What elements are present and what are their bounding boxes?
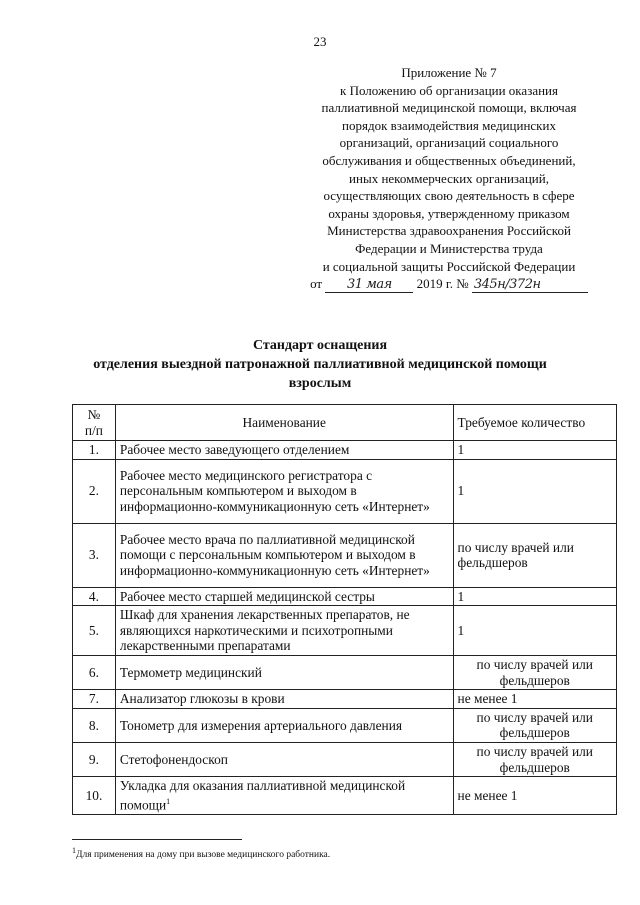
row-qty: по числу врачей или фельдшеров (453, 523, 616, 587)
appendix-line: Федерации и Министерства труда (355, 240, 543, 256)
handwritten-order-number: 345н/372н (472, 278, 588, 293)
appendix-line: организаций, организаций социального (339, 135, 559, 151)
table-row (73, 606, 617, 656)
table-row (73, 523, 617, 587)
appendix-line: Приложение № 7 (401, 65, 497, 80)
appendix-line: порядок взаимодействия медицинских (342, 117, 556, 133)
table-row (73, 742, 617, 776)
table-row (73, 655, 617, 689)
row-name: Рабочее место старшей медицинской сестры (115, 587, 453, 606)
row-number: 10. (73, 777, 116, 815)
row-name: Рабочее место медицинского регистратора с персональным компьютером и выходом в информационно-коммуникационную сеть «Интернет» (115, 459, 453, 523)
row-qty: не менее 1 (453, 777, 616, 815)
row-number: 3. (73, 523, 116, 587)
appendix-line: иных некоммерческих организаций, (349, 170, 549, 186)
row-number: 2. (73, 459, 116, 523)
table-row (73, 587, 617, 606)
row-number: 8. (73, 708, 116, 742)
header-num-abbr: п/п (84, 422, 103, 438)
table-row (73, 777, 617, 815)
title-line: взрослым (288, 376, 352, 391)
row-name: Стетофонендоскоп (115, 742, 453, 776)
handwritten-date: 31 мая (325, 278, 413, 293)
footnote-text: Для применения на дому при вызове медицинского работника. (76, 850, 331, 861)
row-qty: по числу врачей или фельдшеров (453, 708, 616, 742)
header-num-symbol: № (87, 406, 101, 422)
row-qty: 1 (453, 459, 616, 523)
appendix-line: охраны здоровья, утвержденному приказом (328, 205, 570, 221)
equipment-table (72, 404, 617, 815)
row-name: Рабочее место врача по паллиативной медицинской помощи с персональным компьютером и выходом в информационно-коммуникационную сеть «Интернет» (115, 523, 453, 587)
appendix-line: осуществляющих свою деятельность в сфере (323, 188, 575, 204)
row-name-text: Укладка для оказания паллиативной медицинской помощи (119, 778, 406, 813)
footnote-divider (72, 839, 242, 840)
header-qty: Требуемое количество (453, 405, 616, 441)
table-row (73, 441, 617, 460)
row-name: Шкаф для хранения лекарственных препаратов, не являющихся наркотическими и психотропными лекарственными препаратами (115, 606, 453, 656)
table-row (73, 459, 617, 523)
table-header-row (73, 405, 617, 441)
row-number: 1. (73, 441, 116, 460)
row-name: Рабочее место заведующего отделением (115, 441, 453, 460)
row-name: Термометр медицинский (115, 655, 453, 689)
appendix-line: Министерства здравоохранения Российской (327, 223, 571, 239)
year-number-label: 2019 г. № (416, 276, 469, 292)
header-name: Наименование (115, 405, 453, 441)
title-line: отделения выездной патронажной паллиативной медицинской помощи (93, 357, 547, 372)
appendix-line: паллиативной медицинской помощи, включая (321, 100, 577, 116)
row-number: 7. (73, 690, 116, 709)
row-qty: не менее 1 (453, 690, 616, 709)
appendix-line: к Положению об организации оказания (340, 82, 558, 98)
appendix-header (290, 64, 608, 293)
order-date-line (290, 275, 608, 293)
row-qty: по числу врачей или фельдшеров (453, 655, 616, 689)
table-row (73, 708, 617, 742)
appendix-line: и социальной защиты Российской Федерации (322, 258, 576, 274)
row-number: 6. (73, 655, 116, 689)
table-row (73, 690, 617, 709)
title-line: Стандарт оснащения (252, 338, 388, 353)
row-number: 4. (73, 587, 116, 606)
footnote-number: 1 (72, 846, 76, 855)
row-name: Анализатор глюкозы в крови (115, 690, 453, 709)
page-number: 23 (313, 34, 327, 49)
footnote-marker: 1 (166, 796, 171, 806)
row-number: 5. (73, 606, 116, 656)
header-num (73, 405, 116, 441)
row-qty: по числу врачей или фельдшеров (453, 742, 616, 776)
appendix-line: обслуживания и общественных объединений, (322, 152, 576, 168)
row-name (115, 777, 453, 815)
row-qty: 1 (453, 441, 616, 460)
from-label: от (310, 276, 323, 292)
footnote (72, 846, 612, 860)
row-number: 9. (73, 742, 116, 776)
row-qty: 1 (453, 587, 616, 606)
row-qty: 1 (453, 606, 616, 656)
row-name: Тонометр для измерения артериального давления (115, 708, 453, 742)
standard-title (0, 336, 640, 393)
